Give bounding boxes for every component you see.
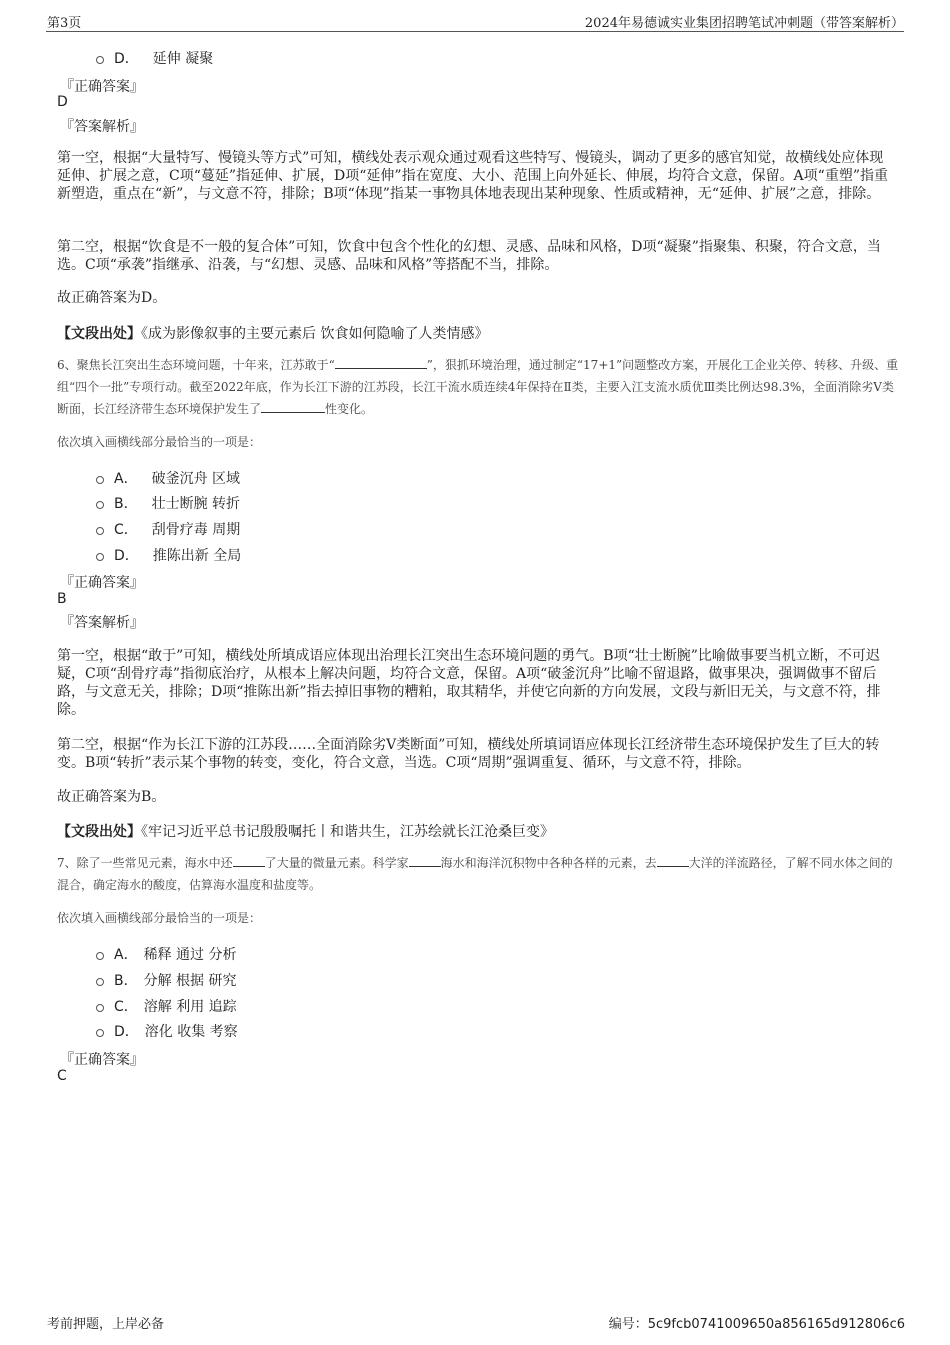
option-letter: D．	[114, 1024, 139, 1040]
q5-answer: D	[57, 94, 68, 110]
q6-question	[57, 354, 899, 420]
footer-code-value: 5c9fcb0741009650a856165d912806c6	[647, 1317, 905, 1332]
option-text: 延伸 凝聚	[152, 51, 214, 67]
option-letter: D．	[114, 548, 139, 564]
q6-option-c[interactable]	[96, 519, 240, 539]
q7-answer-label: 『正确答案』	[60, 1052, 144, 1068]
source-text: 《成为影像叙事的主要元素后 饮食如何隐喻了人类情感》	[141, 326, 489, 342]
blank	[335, 354, 427, 369]
q6-answer: B	[57, 591, 67, 607]
q6-text-1: 6、聚焦长江突出生态环境问题，十年来，江苏敢于“	[57, 358, 335, 372]
option-text: 溶化 收集 考察	[144, 1024, 238, 1040]
q7-prompt: 依次填入画横线部分最恰当的一项是：	[57, 911, 262, 925]
q6-analysis-label: 『答案解析』	[60, 615, 144, 631]
q7-option-a[interactable]	[96, 944, 236, 964]
page-number: 第3页	[47, 16, 82, 31]
radio-icon[interactable]	[96, 1004, 104, 1012]
q5-source	[57, 323, 488, 343]
q6-option-a[interactable]	[96, 468, 240, 488]
radio-icon[interactable]	[96, 476, 104, 484]
option-text: 推陈出新 全局	[152, 548, 242, 564]
option-letter: C．	[114, 522, 138, 538]
option-text: 稀释 通过 分析	[143, 947, 237, 963]
option-letter: C．	[114, 999, 138, 1015]
option-text: 壮士断腕 转折	[151, 496, 241, 512]
q7-question	[57, 852, 899, 896]
radio-icon[interactable]	[96, 501, 104, 509]
option-letter: B．	[114, 496, 138, 512]
q5-analysis-conclusion: 故正确答案为D。	[57, 290, 167, 306]
option-letter: A．	[114, 471, 138, 487]
source-label: 【文段出处】	[57, 326, 141, 342]
radio-icon[interactable]	[96, 553, 104, 561]
radio-icon[interactable]	[96, 527, 104, 535]
blank	[657, 852, 689, 867]
q7-text-1: 7、除了一些常见元素，海水中还	[57, 856, 233, 870]
blank	[409, 852, 441, 867]
source-label: 【文段出处】	[57, 824, 141, 840]
q5-analysis-label: 『答案解析』	[60, 119, 144, 135]
option-text: 溶解 利用 追踪	[143, 999, 237, 1015]
q5-analysis-para1: 第一空，根据“大量特写、慢镜头等方式”可知，横线处表示观众通过观看这些特写、慢镜头，调动了更多的感官知觉，故横线处应体现延伸、扩展之意，C项“蔓延”指延伸、扩展，D项“延伸”指在宽度、大小、范围上向外延长、伸展，均符合文意，保留。A项“重塑”指重新塑造，重点在“新”，与文意不符，排除；B项“体现”指某一事物具体地表现出某种现象、性质或精神，无“延伸、扩展”之意，排除。	[57, 150, 888, 202]
option-text: 分解 根据 研究	[143, 973, 237, 989]
q6-analysis-conclusion: 故正确答案为B。	[57, 789, 166, 805]
blank	[233, 852, 265, 867]
blank	[261, 398, 325, 413]
footer-slogan: 考前押题，上岸必备	[47, 1317, 165, 1332]
q5-analysis-para2: 第二空，根据“饮食是不一般的复合体”可知，饮食中包含个性化的幻想、灵感、品味和风格，D项“凝聚”指聚集、积聚，符合文意，当选。C项“承袭”指继承、沿袭，与“幻想、灵感、品味和风格”等搭配不当，排除。	[57, 239, 881, 273]
q6-analysis-para2: 第二空，根据“作为长江下游的江苏段……全面消除劣Ⅴ类断面”可知，横线处所填词语应体现长江经济带生态环境保护发生了巨大的转变。B项“转折”表示某个事物的转变，变化，符合文意，当选。C项“周期”强调重复、循环，与文意不符，排除。	[57, 737, 880, 771]
radio-icon[interactable]	[96, 56, 104, 64]
document-title: 2024年易德诚实业集团招聘笔试冲刺题（带答案解析）	[584, 16, 904, 31]
q7-text-3: 海水和海洋沉积物中各种各样的元素，去	[440, 856, 657, 870]
q6-prompt: 依次填入画横线部分最恰当的一项是：	[57, 435, 262, 449]
option-text: 破釜沉舟 区域	[151, 471, 241, 487]
radio-icon[interactable]	[96, 1029, 104, 1037]
q5-option-d[interactable]	[96, 48, 213, 68]
q7-option-b[interactable]	[96, 970, 237, 990]
q7-text-4: 大洋的洋流路径，了解不同水体之间的混合，确定海水的酸度，估算海水温度和盐度等。	[57, 856, 893, 892]
q6-answer-label: 『正确答案』	[60, 575, 144, 591]
footer-code-label: 编号：	[608, 1317, 648, 1332]
option-text: 刮骨疗毒 周期	[151, 522, 241, 538]
q7-option-d[interactable]	[96, 1021, 238, 1041]
q7-answer: C	[57, 1068, 67, 1084]
option-letter: B．	[114, 973, 138, 989]
header-divider	[46, 31, 904, 32]
option-letter: A．	[114, 947, 138, 963]
source-text: 《牢记习近平总书记殷殷嘱托丨和谐共生，江苏绘就长江沧桑巨变》	[141, 824, 554, 840]
q6-option-d[interactable]	[96, 545, 241, 565]
radio-icon[interactable]	[96, 952, 104, 960]
radio-icon[interactable]	[96, 978, 104, 986]
q6-option-b[interactable]	[96, 493, 240, 513]
q6-analysis-para1: 第一空，根据“敢于”可知，横线处所填成语应体现出治理长江突出生态环境问题的勇气。B项“壮士断腕”比喻做事要当机立断，不可迟疑，C项“刮骨疗毒”指彻底治疗，从根本上解决问题，均符合文意，保留。A项“破釜沉舟”比喻不留退路，做事果决，强调做事不留后路，与文意无关，排除；D项“推陈出新”指去掉旧事物的糟粕，取其精华，并使它向新的方向发展，文段与新旧无关，与文意不符，排除。	[57, 648, 881, 718]
q7-text-2: 了大量的微量元素。科学家	[264, 856, 409, 870]
q5-answer-label: 『正确答案』	[60, 79, 144, 95]
q6-text-3: 性变化。	[325, 402, 374, 416]
q6-text-2: ”，狠抓环境治理，通过制定“17+1”问题整改方案，开展化工企业关停、转移、升级、重组“四个一批”专项行动。截至2022年底，作为长江下游的江苏段，长江干流水质连续4年保持在Ⅱ类，主要入江支流水质优Ⅲ类比例达98.3%，全面消除劣Ⅴ类断面，长江经济带生态环境保护发生了	[57, 358, 899, 416]
q6-source	[57, 821, 554, 841]
footer-code	[609, 1313, 905, 1332]
option-letter: D．	[114, 51, 139, 67]
q7-option-c[interactable]	[96, 996, 237, 1016]
